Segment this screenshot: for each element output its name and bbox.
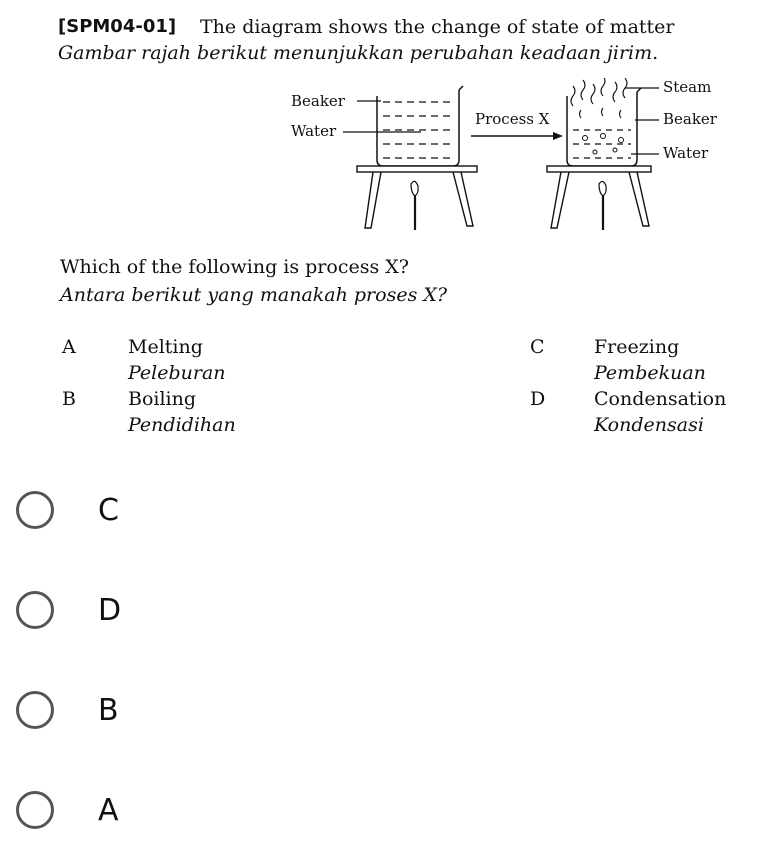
beaker-left-label: Beaker [291,92,345,110]
option-a-ms: Peleburan [128,362,226,384]
answer-choice-label: D [98,592,122,628]
option-d-ms: Kondensasi [594,414,704,436]
radio-circle-icon[interactable] [16,691,54,729]
radio-circle-icon[interactable] [16,491,54,529]
answer-choice-a[interactable] [16,780,416,840]
right-beaker [567,88,641,166]
answer-choice-label: C [98,492,119,528]
steam-wisps [571,78,627,118]
answer-choice-c[interactable] [16,480,416,540]
water-right-label: Water [663,144,709,162]
answer-choice-d[interactable] [16,580,416,640]
process-label: Process X [475,110,550,128]
option-d-en: Condensation [594,388,727,410]
option-c-letter: C [530,336,545,358]
water-left-label: Water [291,122,337,140]
option-b-ms: Pendidihan [128,414,236,436]
radio-circle-icon[interactable] [16,791,54,829]
option-b-en: Boiling [128,388,197,410]
option-d-letter: D [530,388,546,410]
answer-choice-label: A [98,792,119,828]
question-text-ms: Gambar rajah berikut menunjukkan perubahan keadaan jirim. [58,42,659,64]
option-b-letter: B [62,388,76,410]
option-a-letter: A [62,336,76,358]
question-code: [SPM04-01] [58,16,177,37]
answer-choice-label: B [98,692,119,728]
left-tripod [357,166,477,230]
state-change-diagram [285,78,745,250]
steam-label: Steam [663,78,712,96]
option-a-en: Melting [128,336,203,358]
right-tripod [547,166,651,230]
option-c-en: Freezing [594,336,680,358]
answer-choice-b[interactable] [16,680,416,740]
radio-circle-icon[interactable] [16,591,54,629]
left-beaker [377,86,463,166]
prompt-ms: Antara berikut yang manakah proses X? [60,284,448,306]
beaker-right-label: Beaker [663,110,717,128]
prompt-en: Which of the following is process X? [60,256,409,278]
option-c-ms: Pembekuan [594,362,706,384]
question-text-en: The diagram shows the change of state of matter [200,16,675,38]
